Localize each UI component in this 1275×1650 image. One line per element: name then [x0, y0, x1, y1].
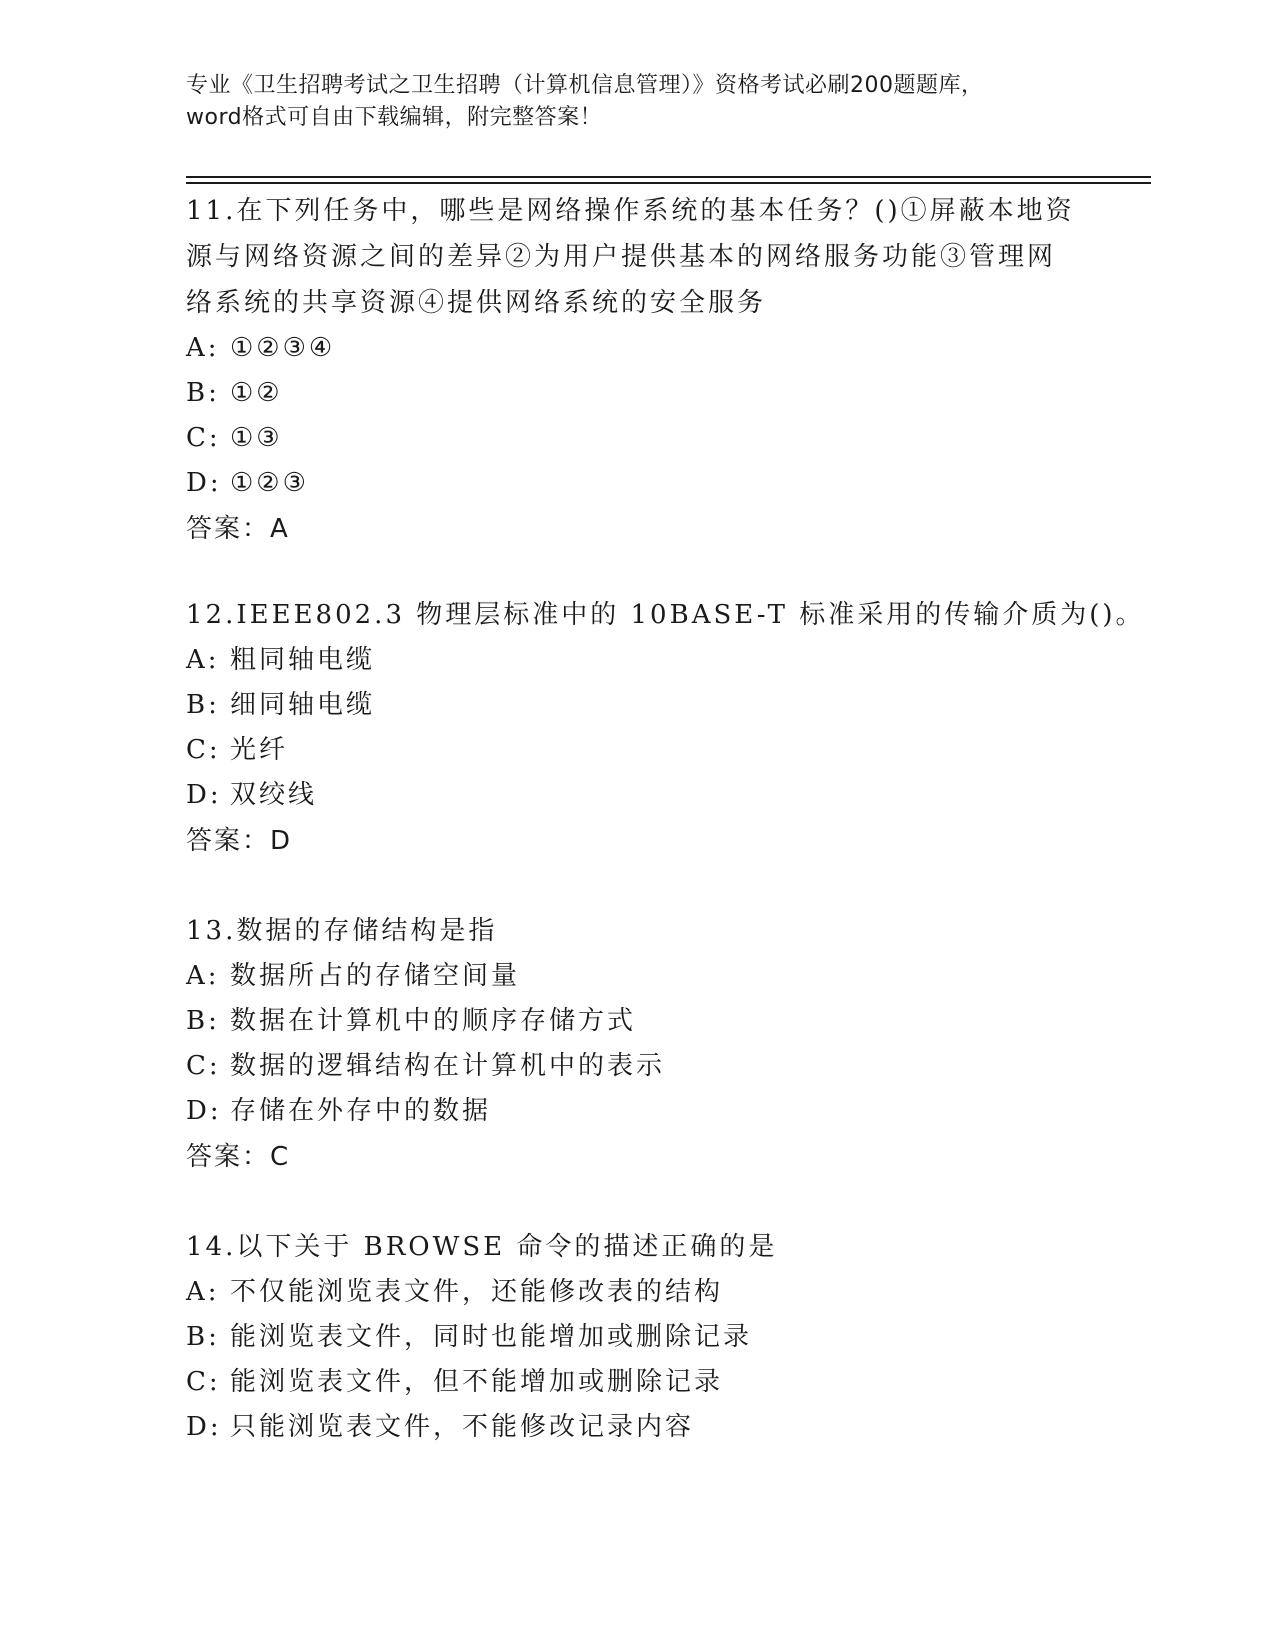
- answer-line: 答案：D: [186, 826, 293, 856]
- option-text: 能浏览表文件，但不能增加或删除记录: [230, 1367, 724, 1397]
- option-key: A:: [186, 1277, 220, 1307]
- option-text: ①③: [230, 423, 283, 453]
- option-b: [186, 1315, 1136, 1360]
- answer-line: 答案：C: [186, 1142, 291, 1172]
- option-text: 存储在外存中的数据: [230, 1096, 492, 1126]
- option-c: [186, 728, 1136, 773]
- question-stem-line: 11.在下列任务中，哪些是网络操作系统的基本任务？()①屏蔽本地资: [186, 196, 1075, 226]
- option-key: D:: [186, 1096, 222, 1126]
- option-key: B:: [186, 1322, 220, 1352]
- document-header: [186, 70, 1086, 134]
- option-key: C:: [186, 423, 221, 453]
- option-text: ①②: [230, 378, 283, 408]
- header-divider-bottom: [186, 182, 1151, 184]
- option-text: 只能浏览表文件，不能修改记录内容: [230, 1412, 695, 1442]
- option-c: [186, 1360, 1136, 1405]
- option-key: C:: [186, 1051, 221, 1081]
- option-key: C:: [186, 1367, 221, 1397]
- question-stem-line: 络系统的共享资源④提供网络系统的安全服务: [186, 288, 767, 318]
- header-divider-top: [186, 176, 1151, 178]
- option-c: [186, 1044, 1136, 1089]
- option-a: [186, 1270, 1136, 1315]
- option-key: A:: [186, 645, 220, 675]
- option-text: 数据所占的存储空间量: [230, 961, 521, 991]
- question-stem-line: 13.数据的存储结构是指: [186, 916, 498, 946]
- option-key: B:: [186, 1006, 220, 1036]
- option-key: D:: [186, 1412, 222, 1442]
- option-text: 能浏览表文件，同时也能增加或删除记录: [230, 1322, 753, 1352]
- option-a: [186, 326, 1136, 371]
- option-text: 数据的逻辑结构在计算机中的表示: [230, 1051, 666, 1081]
- option-key: A:: [186, 333, 220, 363]
- option-d: [186, 1405, 1136, 1450]
- option-key: C:: [186, 735, 221, 765]
- header-line-1: 专业《卫生招聘考试之卫生招聘（计算机信息管理）》资格考试必刷200题题库，: [186, 73, 984, 98]
- option-c: [186, 416, 1136, 461]
- option-d: [186, 461, 1136, 506]
- option-key: B:: [186, 690, 220, 720]
- option-text: 细同轴电缆: [230, 690, 376, 720]
- option-text: 不仅能浏览表文件，还能修改表的结构: [230, 1277, 724, 1307]
- option-text: ①②③④: [230, 333, 336, 363]
- option-key: A:: [186, 961, 220, 991]
- option-d: [186, 773, 1136, 818]
- option-key: B:: [186, 378, 220, 408]
- question-stem-line: 14.以下关于 BROWSE 命令的描述正确的是: [186, 1232, 778, 1262]
- header-line-2: word格式可自由下载编辑，附完整答案！: [186, 105, 603, 130]
- question-13: [186, 908, 1136, 1180]
- option-d: [186, 1089, 1136, 1134]
- question-12: [186, 592, 1145, 864]
- option-text: ①②③: [230, 468, 309, 498]
- option-text: 数据在计算机中的顺序存储方式: [230, 1006, 637, 1036]
- option-key: D:: [186, 468, 222, 498]
- answer-line: 答案：A: [186, 514, 290, 544]
- option-key: D:: [186, 780, 222, 810]
- option-b: [186, 683, 1136, 728]
- option-a: [186, 954, 1136, 999]
- option-b: [186, 999, 1136, 1044]
- question-stem-line: 12.IEEE802.3 物理层标准中的 10BASE-T 标准采用的传输介质为()。: [186, 600, 1145, 630]
- option-text: 粗同轴电缆: [230, 645, 376, 675]
- option-b: [186, 371, 1136, 416]
- question-stem-line: 源与网络资源之间的差异②为用户提供基本的网络服务功能③管理网: [186, 242, 1057, 272]
- question-11: [186, 188, 1136, 552]
- option-a: [186, 638, 1136, 683]
- question-14: [186, 1224, 1136, 1450]
- option-text: 光纤: [230, 735, 289, 765]
- option-text: 双绞线: [230, 780, 318, 810]
